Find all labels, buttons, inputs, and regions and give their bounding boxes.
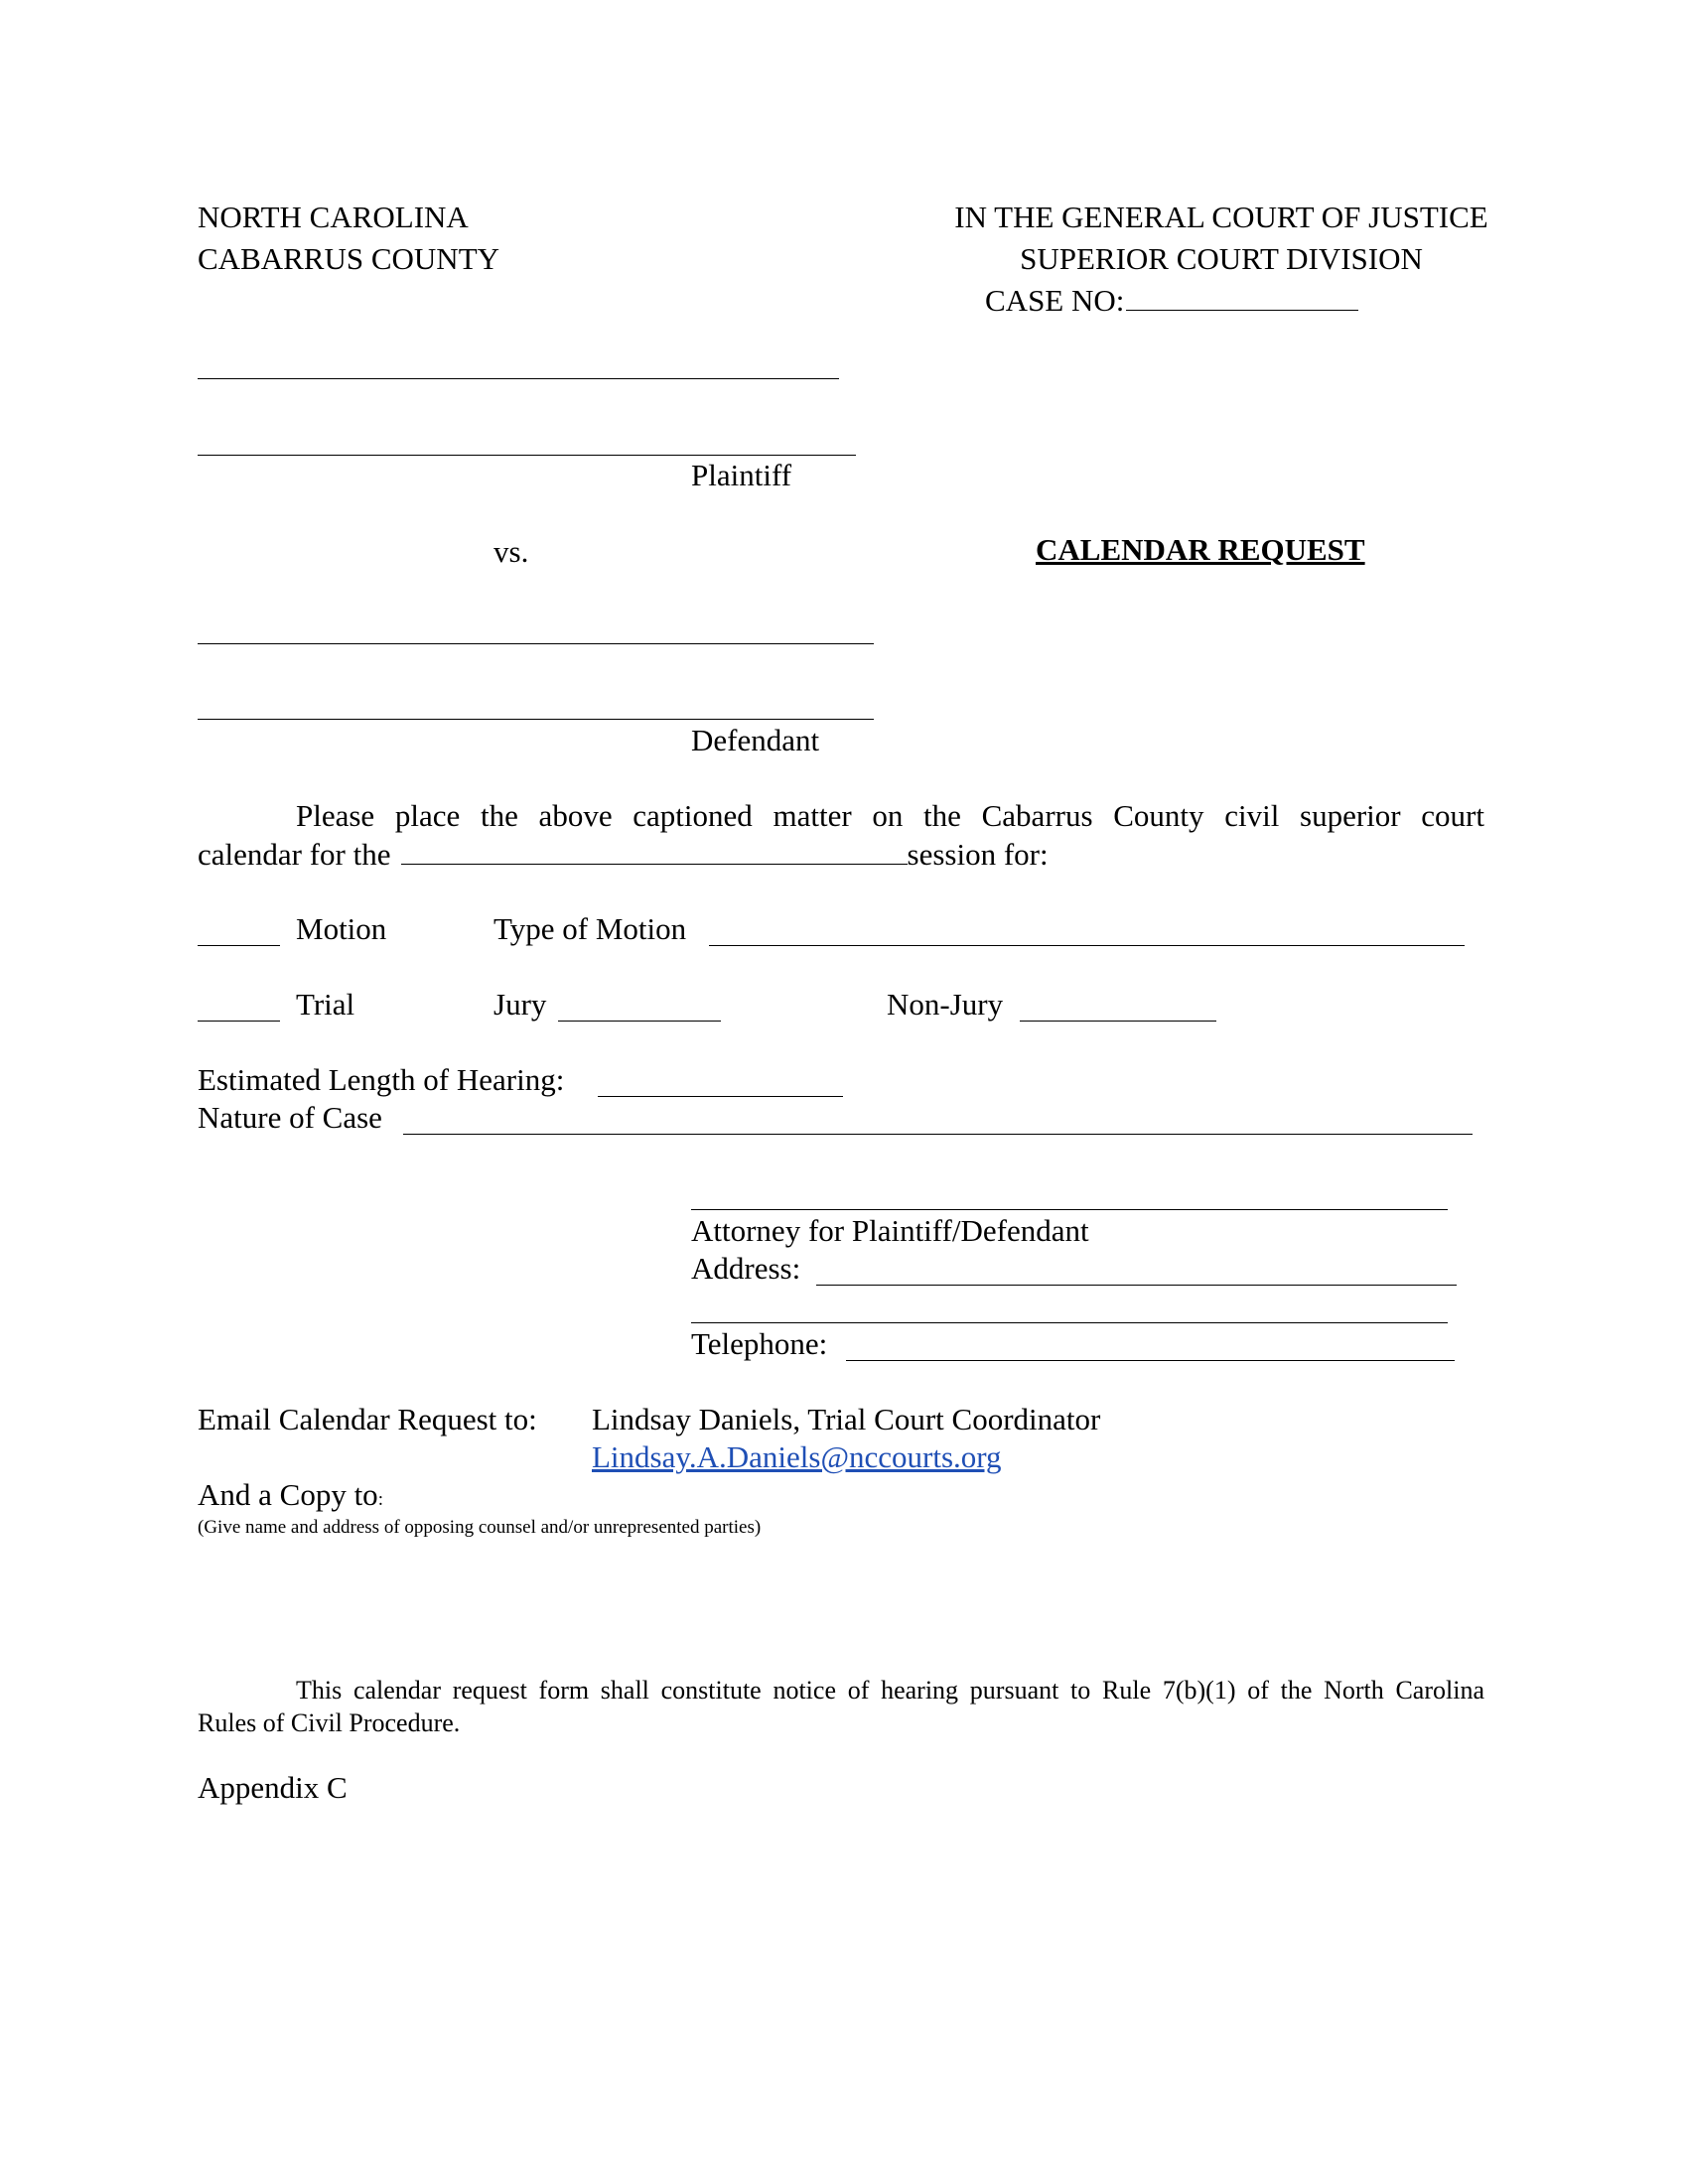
state-label: NORTH CAROLINA (198, 200, 469, 234)
request-paragraph (198, 797, 1484, 835)
notice-paragraph (198, 1674, 1484, 1739)
telephone-field[interactable] (846, 1360, 1455, 1361)
plaintiff-name-line-2[interactable] (198, 455, 856, 456)
notice-line-2: Rules of Civil Procedure. (198, 1708, 461, 1737)
session-field[interactable] (401, 834, 908, 865)
case-no-label: CASE NO: (985, 283, 1125, 318)
motion-label: Motion (296, 911, 387, 946)
defendant-name-line-1[interactable] (198, 643, 874, 644)
non-jury-field[interactable] (1020, 1021, 1216, 1022)
plaintiff-name-line-1[interactable] (198, 378, 839, 379)
defendant-label: Defendant (691, 723, 820, 757)
non-jury-label: Non-Jury (887, 987, 1004, 1022)
defendant-name-line-2[interactable] (198, 719, 874, 720)
case-no-row (985, 280, 1358, 320)
division-label: SUPERIOR COURT DIVISION (1020, 241, 1423, 276)
coordinator-email-link[interactable]: Lindsay.A.Daniels@nccourts.org (592, 1439, 1002, 1474)
estimated-length-label: Estimated Length of Hearing: (198, 1062, 565, 1097)
nature-of-case-field[interactable] (403, 1134, 1473, 1135)
address-field-1[interactable] (816, 1285, 1457, 1286)
address-field-2[interactable] (691, 1322, 1448, 1323)
telephone-label: Telephone: (691, 1326, 828, 1361)
jury-label: Jury (493, 987, 547, 1022)
vs-label: vs. (493, 534, 529, 569)
plaintiff-label: Plaintiff (691, 458, 792, 492)
motion-check-line[interactable] (198, 945, 280, 946)
request-intro: Please place the above captioned matter on the Cabarrus County civil superior court (296, 798, 1484, 833)
nature-of-case-label: Nature of Case (198, 1100, 382, 1135)
copy-instructions: (Give name and address of opposing counsel and/or unrepresented parties) (198, 1517, 762, 1538)
jury-field[interactable] (558, 1021, 721, 1022)
coordinator-name: Lindsay Daniels, Trial Court Coordinator (592, 1402, 1101, 1436)
session-suffix: session for: (907, 837, 1049, 872)
calendar-row (198, 834, 1049, 874)
calendar-prefix: calendar for the (198, 837, 391, 872)
address-label: Address: (691, 1251, 801, 1286)
estimated-length-field[interactable] (598, 1096, 843, 1097)
type-of-motion-field[interactable] (709, 945, 1465, 946)
attorney-label: Attorney for Plaintiff/Defendant (691, 1213, 1089, 1248)
copy-to-row (198, 1476, 383, 1514)
document-title: CALENDAR REQUEST (1036, 532, 1365, 567)
email-label: Email Calendar Request to: (198, 1402, 537, 1436)
type-of-motion-label: Type of Motion (493, 911, 687, 946)
case-no-field[interactable] (1126, 280, 1358, 311)
trial-label: Trial (296, 987, 355, 1022)
court-label: IN THE GENERAL COURT OF JUSTICE (954, 200, 1488, 234)
copy-to-label: And a Copy to (198, 1477, 378, 1512)
notice-line-1: This calendar request form shall constitute notice of hearing pursuant to Rule 7(b)(1) of the North Carolina (296, 1676, 1484, 1705)
county-label: CABARRUS COUNTY (198, 241, 500, 276)
copy-to-colon: : (377, 1489, 383, 1510)
appendix-label: Appendix C (198, 1770, 348, 1805)
trial-check-line[interactable] (198, 1021, 280, 1022)
attorney-signature-line[interactable] (691, 1209, 1448, 1210)
